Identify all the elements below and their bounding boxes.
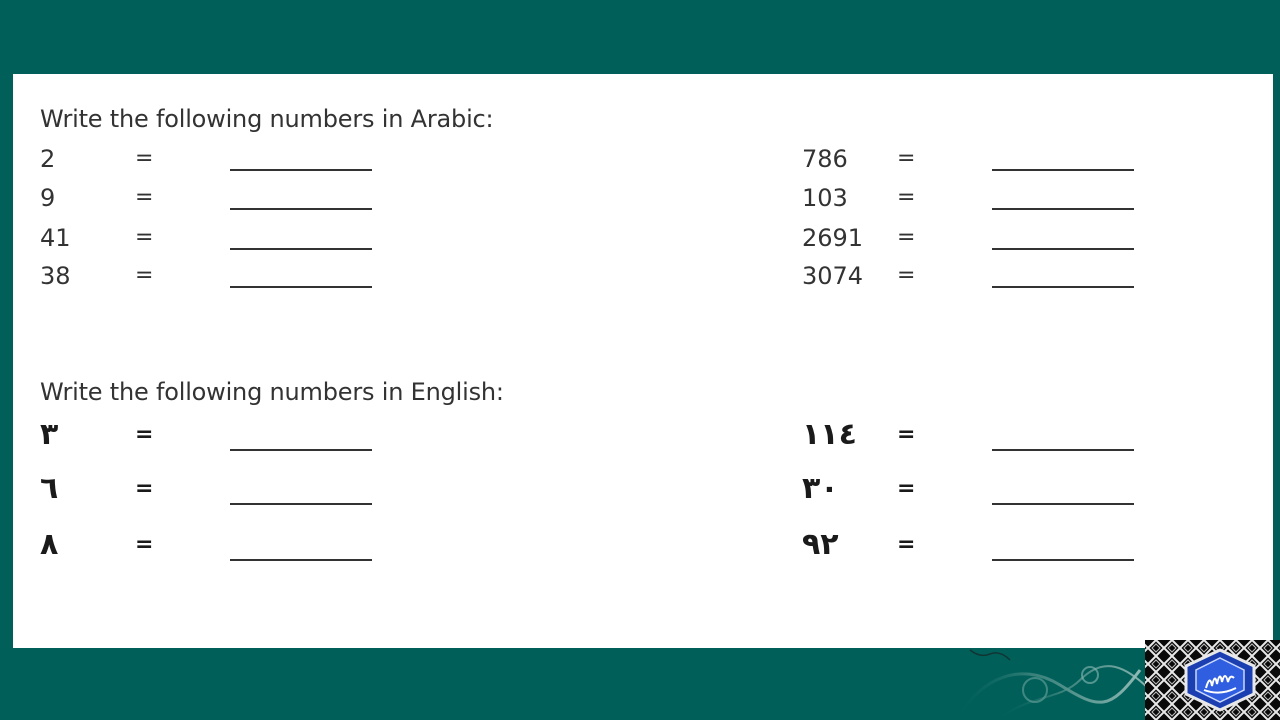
exercise-number: 38	[40, 262, 71, 290]
exercise-row	[802, 417, 1162, 452]
exercise-row	[40, 144, 400, 174]
equals-sign: =	[897, 185, 916, 210]
answer-blank[interactable]	[992, 559, 1134, 561]
english-section-title: Write the following numbers in English:	[40, 378, 504, 406]
arabic-section-title: Write the following numbers in Arabic:	[40, 105, 494, 133]
equals-sign: =	[135, 146, 154, 171]
answer-blank[interactable]	[230, 208, 372, 210]
equals-sign: =	[897, 532, 916, 557]
exercise-number: 2691	[802, 224, 864, 252]
exercise-number: ٨	[40, 527, 59, 562]
equals-sign: =	[897, 263, 916, 288]
exercise-number: ١١٤	[802, 417, 857, 452]
answer-blank[interactable]	[230, 248, 372, 250]
answer-blank[interactable]	[992, 449, 1134, 451]
exercise-row	[802, 183, 1162, 213]
exercise-number: 9	[40, 184, 56, 212]
answer-blank[interactable]	[992, 169, 1134, 171]
equals-sign: =	[135, 532, 154, 557]
exercise-row	[802, 144, 1162, 174]
calligraphy-emblem-icon	[1182, 648, 1258, 712]
exercise-row	[40, 261, 400, 291]
answer-blank[interactable]	[230, 559, 372, 561]
equals-sign: =	[135, 476, 154, 501]
exercise-number: 786	[802, 145, 848, 173]
equals-sign: =	[135, 225, 154, 250]
exercise-number: 103	[802, 184, 848, 212]
exercise-number: ٣	[40, 417, 59, 452]
answer-blank[interactable]	[992, 286, 1134, 288]
equals-sign: =	[135, 185, 154, 210]
exercise-number: ٦	[40, 471, 59, 506]
exercise-row	[40, 223, 400, 253]
answer-blank[interactable]	[992, 503, 1134, 505]
exercise-number: 3074	[802, 262, 864, 290]
equals-sign: =	[135, 263, 154, 288]
equals-sign: =	[897, 476, 916, 501]
answer-blank[interactable]	[230, 449, 372, 451]
exercise-row	[802, 261, 1162, 291]
exercise-row	[40, 183, 400, 213]
answer-blank[interactable]	[230, 503, 372, 505]
equals-sign: =	[897, 225, 916, 250]
exercise-row	[802, 527, 1162, 562]
exercise-number: ٣٠	[802, 471, 839, 506]
exercise-row	[802, 223, 1162, 253]
equals-sign: =	[897, 146, 916, 171]
equals-sign: =	[135, 422, 154, 447]
exercise-row	[40, 471, 400, 506]
exercise-number: 41	[40, 224, 71, 252]
exercise-number: ٩٢	[802, 527, 839, 562]
answer-blank[interactable]	[992, 208, 1134, 210]
exercise-number: 2	[40, 145, 56, 173]
exercise-row	[40, 527, 400, 562]
answer-blank[interactable]	[992, 248, 1134, 250]
exercise-row	[40, 417, 400, 452]
equals-sign: =	[897, 422, 916, 447]
answer-blank[interactable]	[230, 169, 372, 171]
answer-blank[interactable]	[230, 286, 372, 288]
worksheet-card	[13, 74, 1273, 648]
exercise-row	[802, 471, 1162, 506]
